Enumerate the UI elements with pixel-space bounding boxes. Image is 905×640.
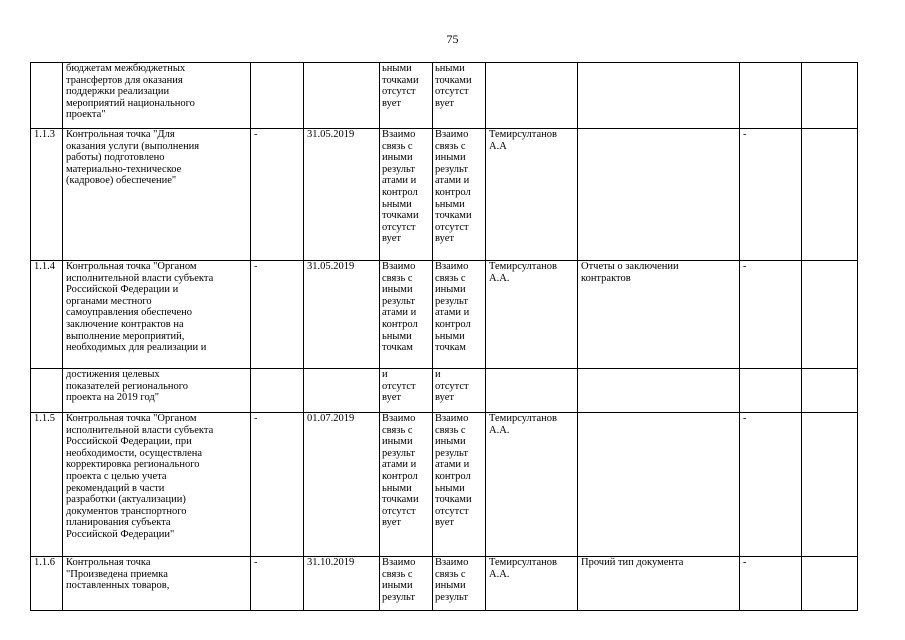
empty-cell bbox=[802, 413, 858, 557]
relation-cell: Взаимо связь с иными результ атами и контрол ьными точкам bbox=[433, 261, 486, 369]
responsible-person-cell: Темирсултанов А.А. bbox=[486, 261, 578, 369]
relation-cell: Взаимо связь с иными результ bbox=[380, 557, 433, 611]
row-number-cell: 1.1.4 bbox=[31, 261, 63, 369]
dash-cell bbox=[251, 369, 304, 413]
document-type-cell bbox=[578, 129, 740, 261]
table-row bbox=[31, 369, 858, 413]
dash-cell: - bbox=[251, 129, 304, 261]
document-type-cell bbox=[578, 63, 740, 129]
relation-cell: Взаимо связь с иными результ bbox=[433, 557, 486, 611]
row-number-cell bbox=[31, 63, 63, 129]
responsible-person-cell bbox=[486, 63, 578, 129]
dash-cell bbox=[251, 63, 304, 129]
table-row bbox=[31, 63, 858, 129]
due-date-cell bbox=[304, 63, 380, 129]
relation-cell: Взаимо связь с иными результ атами и контрол ьными точками отсутст вует bbox=[380, 129, 433, 261]
dash-cell: - bbox=[740, 261, 802, 369]
due-date-cell: 01.07.2019 bbox=[304, 413, 380, 557]
table-row bbox=[31, 413, 858, 557]
responsible-person-cell: Темирсултанов А.А. bbox=[486, 557, 578, 611]
table-row bbox=[31, 261, 858, 369]
dash-cell: - bbox=[251, 261, 304, 369]
page-number: 75 bbox=[446, 32, 459, 46]
dash-cell: - bbox=[251, 413, 304, 557]
empty-cell bbox=[802, 63, 858, 129]
document-type-cell: Прочий тип документа bbox=[578, 557, 740, 611]
row-number-cell: 1.1.6 bbox=[31, 557, 63, 611]
row-number-cell: 1.1.5 bbox=[31, 413, 63, 557]
control-point-name-cell: Контрольная точка "Для оказания услуги (выполнения работы) подготовлено материально-техническое (кадровое) обеспечение" bbox=[63, 129, 251, 261]
empty-cell bbox=[802, 369, 858, 413]
dash-cell: - bbox=[740, 129, 802, 261]
table-row bbox=[31, 129, 858, 261]
control-points-table bbox=[30, 62, 858, 611]
row-number-cell: 1.1.3 bbox=[31, 129, 63, 261]
due-date-cell: 31.10.2019 bbox=[304, 557, 380, 611]
control-point-name-cell: достижения целевых показателей регионального проекта на 2019 год" bbox=[63, 369, 251, 413]
dash-cell bbox=[740, 63, 802, 129]
empty-cell bbox=[802, 261, 858, 369]
dash-cell: - bbox=[740, 557, 802, 611]
control-point-name-cell: Контрольная точка "Органом исполнительной власти субъекта Российской Федерации и органами местного самоуправления обеспечено заключение контрактов на выполнение мероприятий, необходимых для реализации и bbox=[63, 261, 251, 369]
due-date-cell: 31.05.2019 bbox=[304, 129, 380, 261]
responsible-person-cell: Темирсултанов А.А bbox=[486, 129, 578, 261]
document-type-cell bbox=[578, 413, 740, 557]
empty-cell bbox=[802, 557, 858, 611]
document-type-cell bbox=[578, 369, 740, 413]
relation-cell: Взаимо связь с иными результ атами и контрол ьными точкам bbox=[380, 261, 433, 369]
relation-cell: Взаимо связь с иными результ атами и контрол ьными точками отсутст вует bbox=[380, 413, 433, 557]
empty-cell bbox=[802, 129, 858, 261]
due-date-cell: 31.05.2019 bbox=[304, 261, 380, 369]
relation-cell: и отсутст вует bbox=[433, 369, 486, 413]
relation-cell: ьными точками отсутст вует bbox=[433, 63, 486, 129]
dash-cell: - bbox=[740, 413, 802, 557]
dash-cell bbox=[740, 369, 802, 413]
document-type-cell: Отчеты о заключении контрактов bbox=[578, 261, 740, 369]
table-row bbox=[31, 557, 858, 611]
relation-cell: ьными точками отсутст вует bbox=[380, 63, 433, 129]
relation-cell: Взаимо связь с иными результ атами и контрол ьными точками отсутст вует bbox=[433, 129, 486, 261]
responsible-person-cell bbox=[486, 369, 578, 413]
row-number-cell bbox=[31, 369, 63, 413]
due-date-cell bbox=[304, 369, 380, 413]
relation-cell: Взаимо связь с иными результ атами и контрол ьными точками отсутст вует bbox=[433, 413, 486, 557]
relation-cell: и отсутст вует bbox=[380, 369, 433, 413]
control-point-name-cell: Контрольная точка "Органом исполнительной власти субъекта Российской Федерации, при необходимости, осуществлена корректировка регионального проекта с целью учета рекомендаций в части разработки (актуализации) документов транспортного планирования субъекта Российской Федерации" bbox=[63, 413, 251, 557]
control-point-name-cell: бюджетам межбюджетных трансфертов для оказания поддержки реализации мероприятий национального проекта" bbox=[63, 63, 251, 129]
responsible-person-cell: Темирсултанов А.А. bbox=[486, 413, 578, 557]
dash-cell: - bbox=[251, 557, 304, 611]
control-point-name-cell: Контрольная точка "Произведена приемка поставленных товаров, bbox=[63, 557, 251, 611]
